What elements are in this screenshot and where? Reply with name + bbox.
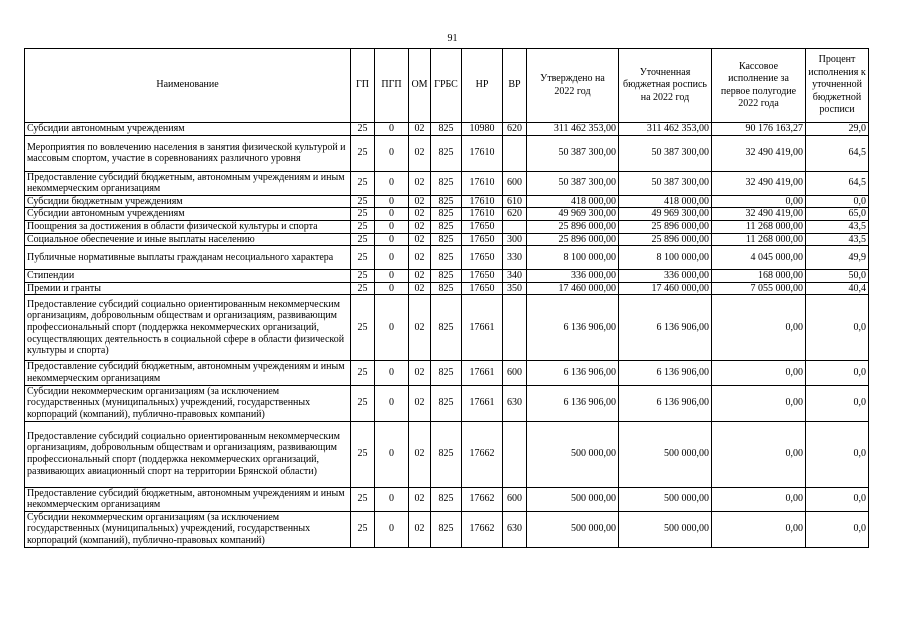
header-cash: Кассовое исполнение за первое полугодие 2022 года: [712, 49, 806, 123]
table-row: [25, 135, 869, 171]
cell-grbs: 825: [431, 208, 462, 221]
cell-percent: 64,5: [806, 135, 869, 171]
page-number: 91: [447, 33, 458, 44]
cell-gp: 25: [351, 208, 375, 221]
cell-pgp: 0: [375, 220, 409, 233]
cell-pgp: 0: [375, 295, 409, 361]
cell-pgp: 0: [375, 171, 409, 195]
cell-vr: 350: [503, 282, 527, 295]
header-om: ОМ: [409, 49, 431, 123]
table-row: [25, 511, 869, 547]
cell-name: Поощрения за достижения в области физической культуры и спорта: [25, 220, 351, 233]
cell-gp: 25: [351, 421, 375, 487]
cell-cash: 0,00: [712, 421, 806, 487]
header-approved: Утверждено на 2022 год: [527, 49, 619, 123]
cell-percent: 0,0: [806, 295, 869, 361]
cell-percent: 65,0: [806, 208, 869, 221]
table-row: [25, 270, 869, 283]
cell-gp: 25: [351, 282, 375, 295]
cell-percent: 0,0: [806, 487, 869, 511]
cell-om: 02: [409, 282, 431, 295]
cell-cash: 90 176 163,27: [712, 123, 806, 136]
cell-refined: 500 000,00: [619, 511, 712, 547]
cell-refined: 6 136 906,00: [619, 385, 712, 421]
header-grbs: ГРБС: [431, 49, 462, 123]
cell-refined: 50 387 300,00: [619, 171, 712, 195]
cell-approved: 6 136 906,00: [527, 385, 619, 421]
cell-vr: [503, 135, 527, 171]
cell-cash: 0,00: [712, 385, 806, 421]
cell-refined: 6 136 906,00: [619, 295, 712, 361]
cell-grbs: 825: [431, 295, 462, 361]
cell-gp: 25: [351, 361, 375, 385]
cell-gp: 25: [351, 511, 375, 547]
cell-cash: 32 490 419,00: [712, 135, 806, 171]
cell-grbs: 825: [431, 233, 462, 246]
header-vr: ВР: [503, 49, 527, 123]
cell-cash: 4 045 000,00: [712, 246, 806, 270]
cell-approved: 500 000,00: [527, 421, 619, 487]
cell-refined: 17 460 000,00: [619, 282, 712, 295]
cell-vr: 610: [503, 195, 527, 208]
cell-percent: 43,5: [806, 233, 869, 246]
cell-approved: 311 462 353,00: [527, 123, 619, 136]
cell-gp: 25: [351, 295, 375, 361]
cell-approved: 17 460 000,00: [527, 282, 619, 295]
header-refined: Уточненная бюджетная роспись на 2022 год: [619, 49, 712, 123]
cell-percent: 0,0: [806, 511, 869, 547]
cell-np: 17661: [462, 295, 503, 361]
cell-approved: 336 000,00: [527, 270, 619, 283]
cell-approved: 500 000,00: [527, 487, 619, 511]
cell-vr: 330: [503, 246, 527, 270]
table-row: [25, 421, 869, 487]
cell-percent: 40,4: [806, 282, 869, 295]
cell-grbs: 825: [431, 487, 462, 511]
table-row: [25, 233, 869, 246]
cell-vr: 600: [503, 361, 527, 385]
cell-name: Премии и гранты: [25, 282, 351, 295]
cell-pgp: 0: [375, 233, 409, 246]
cell-gp: 25: [351, 171, 375, 195]
cell-name: Предоставление субсидий бюджетным, автономным учреждениям и иным некоммерческим организациям: [25, 171, 351, 195]
cell-percent: 0,0: [806, 385, 869, 421]
cell-approved: 8 100 000,00: [527, 246, 619, 270]
cell-om: 02: [409, 246, 431, 270]
cell-refined: 311 462 353,00: [619, 123, 712, 136]
cell-refined: 418 000,00: [619, 195, 712, 208]
cell-vr: 620: [503, 123, 527, 136]
header-name: Наименование: [25, 49, 351, 123]
cell-pgp: 0: [375, 195, 409, 208]
cell-approved: 50 387 300,00: [527, 171, 619, 195]
cell-om: 02: [409, 511, 431, 547]
cell-name: Предоставление субсидий социально ориентированным некоммерческим организациям, добровольным обществам и организациям, развивающим профессиональный спорт (поддержка некоммерческих организаций, развивающих авиационный спорт на территории Брянской области): [25, 421, 351, 487]
cell-vr: [503, 295, 527, 361]
cell-om: 02: [409, 220, 431, 233]
table-header-row: [25, 49, 869, 123]
table-body: [25, 123, 869, 548]
cell-grbs: 825: [431, 171, 462, 195]
cell-om: 02: [409, 361, 431, 385]
cell-pgp: 0: [375, 361, 409, 385]
cell-gp: 25: [351, 487, 375, 511]
cell-om: 02: [409, 171, 431, 195]
cell-np: 17650: [462, 220, 503, 233]
table-row: [25, 282, 869, 295]
cell-grbs: 825: [431, 361, 462, 385]
cell-om: 02: [409, 385, 431, 421]
cell-vr: 630: [503, 511, 527, 547]
cell-pgp: 0: [375, 487, 409, 511]
cell-percent: 50,0: [806, 270, 869, 283]
header-np: НР: [462, 49, 503, 123]
cell-om: 02: [409, 487, 431, 511]
cell-name: Субсидии некоммерческим организациям (за исключением государственных (муниципальных) учреждений, государственных корпораций (компаний), публично-правовых компаний): [25, 385, 351, 421]
cell-np: 17661: [462, 361, 503, 385]
cell-np: 17662: [462, 421, 503, 487]
cell-vr: 620: [503, 208, 527, 221]
cell-approved: 500 000,00: [527, 511, 619, 547]
cell-grbs: 825: [431, 270, 462, 283]
table-row: [25, 208, 869, 221]
cell-name: Предоставление субсидий социально ориентированным некоммерческим организациям, добровольным обществам и организациям, развивающим профессиональный спорт (поддержка некоммерческих организаций, осуществляющих деятельность в социальной сфере в области физической культуры и спорта): [25, 295, 351, 361]
table-row: [25, 295, 869, 361]
cell-percent: 0,0: [806, 421, 869, 487]
cell-approved: 25 896 000,00: [527, 233, 619, 246]
cell-approved: 6 136 906,00: [527, 295, 619, 361]
header-pgp: ПГП: [375, 49, 409, 123]
cell-np: 17662: [462, 487, 503, 511]
cell-grbs: 825: [431, 282, 462, 295]
cell-pgp: 0: [375, 123, 409, 136]
cell-om: 02: [409, 270, 431, 283]
cell-grbs: 825: [431, 246, 462, 270]
cell-name: Субсидии некоммерческим организациям (за исключением государственных (муниципальных) учреждений, государственных корпораций (компаний), публично-правовых компаний): [25, 511, 351, 547]
cell-name: Субсидии автономным учреждениям: [25, 123, 351, 136]
cell-percent: 43,5: [806, 220, 869, 233]
table-row: [25, 487, 869, 511]
cell-np: 17662: [462, 511, 503, 547]
cell-cash: 11 268 000,00: [712, 220, 806, 233]
cell-approved: 6 136 906,00: [527, 361, 619, 385]
cell-name: Публичные нормативные выплаты гражданам несоциального характера: [25, 246, 351, 270]
cell-gp: 25: [351, 123, 375, 136]
cell-om: 02: [409, 233, 431, 246]
cell-cash: 32 490 419,00: [712, 208, 806, 221]
table-row: [25, 220, 869, 233]
cell-approved: 49 969 300,00: [527, 208, 619, 221]
cell-np: 17610: [462, 171, 503, 195]
cell-gp: 25: [351, 195, 375, 208]
cell-refined: 25 896 000,00: [619, 233, 712, 246]
cell-np: 17661: [462, 385, 503, 421]
cell-percent: 0,0: [806, 361, 869, 385]
table-row: [25, 385, 869, 421]
cell-cash: 0,00: [712, 511, 806, 547]
cell-pgp: 0: [375, 511, 409, 547]
cell-approved: 25 896 000,00: [527, 220, 619, 233]
cell-grbs: 825: [431, 135, 462, 171]
cell-vr: 340: [503, 270, 527, 283]
table-row: [25, 195, 869, 208]
cell-om: 02: [409, 123, 431, 136]
cell-refined: 6 136 906,00: [619, 361, 712, 385]
cell-cash: 0,00: [712, 361, 806, 385]
cell-cash: 0,00: [712, 195, 806, 208]
cell-pgp: 0: [375, 385, 409, 421]
cell-om: 02: [409, 421, 431, 487]
cell-pgp: 0: [375, 208, 409, 221]
cell-refined: 500 000,00: [619, 421, 712, 487]
cell-percent: 0,0: [806, 195, 869, 208]
cell-gp: 25: [351, 270, 375, 283]
cell-percent: 64,5: [806, 171, 869, 195]
cell-np: 17650: [462, 246, 503, 270]
cell-name: Предоставление субсидий бюджетным, автономным учреждениям и иным некоммерческим организациям: [25, 487, 351, 511]
table-row: [25, 246, 869, 270]
cell-om: 02: [409, 295, 431, 361]
cell-gp: 25: [351, 220, 375, 233]
cell-grbs: 825: [431, 511, 462, 547]
cell-refined: 8 100 000,00: [619, 246, 712, 270]
cell-vr: [503, 421, 527, 487]
cell-np: 17610: [462, 195, 503, 208]
cell-name: Субсидии автономным учреждениям: [25, 208, 351, 221]
cell-np: 17610: [462, 208, 503, 221]
table-row: [25, 171, 869, 195]
cell-cash: 0,00: [712, 487, 806, 511]
cell-name: Стипендии: [25, 270, 351, 283]
cell-name: Предоставление субсидий бюджетным, автономным учреждениям и иным некоммерческим организациям: [25, 361, 351, 385]
cell-vr: 300: [503, 233, 527, 246]
cell-gp: 25: [351, 385, 375, 421]
cell-vr: 630: [503, 385, 527, 421]
cell-refined: 49 969 300,00: [619, 208, 712, 221]
cell-percent: 49,9: [806, 246, 869, 270]
cell-name: Мероприятия по вовлечению населения в занятия физической культурой и массовым спортом, участие в соревнованиях различного уровня: [25, 135, 351, 171]
cell-np: 10980: [462, 123, 503, 136]
cell-om: 02: [409, 208, 431, 221]
cell-pgp: 0: [375, 246, 409, 270]
cell-refined: 50 387 300,00: [619, 135, 712, 171]
cell-cash: 32 490 419,00: [712, 171, 806, 195]
cell-refined: 25 896 000,00: [619, 220, 712, 233]
cell-pgp: 0: [375, 421, 409, 487]
cell-grbs: 825: [431, 220, 462, 233]
cell-approved: 50 387 300,00: [527, 135, 619, 171]
cell-np: 17650: [462, 233, 503, 246]
cell-vr: 600: [503, 171, 527, 195]
cell-cash: 11 268 000,00: [712, 233, 806, 246]
cell-grbs: 825: [431, 195, 462, 208]
cell-name: Субсидии бюджетным учреждениям: [25, 195, 351, 208]
cell-cash: 168 000,00: [712, 270, 806, 283]
cell-gp: 25: [351, 135, 375, 171]
table-row: [25, 361, 869, 385]
cell-approved: 418 000,00: [527, 195, 619, 208]
cell-gp: 25: [351, 233, 375, 246]
cell-np: 17650: [462, 270, 503, 283]
cell-cash: 0,00: [712, 295, 806, 361]
cell-pgp: 0: [375, 282, 409, 295]
header-percent: Процент исполнения к уточненной бюджетной росписи: [806, 49, 869, 123]
cell-vr: [503, 220, 527, 233]
cell-refined: 500 000,00: [619, 487, 712, 511]
cell-grbs: 825: [431, 385, 462, 421]
cell-cash: 7 055 000,00: [712, 282, 806, 295]
cell-np: 17610: [462, 135, 503, 171]
cell-grbs: 825: [431, 123, 462, 136]
cell-om: 02: [409, 195, 431, 208]
cell-percent: 29,0: [806, 123, 869, 136]
cell-refined: 336 000,00: [619, 270, 712, 283]
budget-execution-table: [24, 48, 869, 548]
cell-vr: 600: [503, 487, 527, 511]
header-gp: ГП: [351, 49, 375, 123]
cell-gp: 25: [351, 246, 375, 270]
table-row: [25, 123, 869, 136]
cell-name: Социальное обеспечение и иные выплаты населению: [25, 233, 351, 246]
cell-pgp: 0: [375, 270, 409, 283]
cell-np: 17650: [462, 282, 503, 295]
cell-pgp: 0: [375, 135, 409, 171]
cell-om: 02: [409, 135, 431, 171]
cell-grbs: 825: [431, 421, 462, 487]
